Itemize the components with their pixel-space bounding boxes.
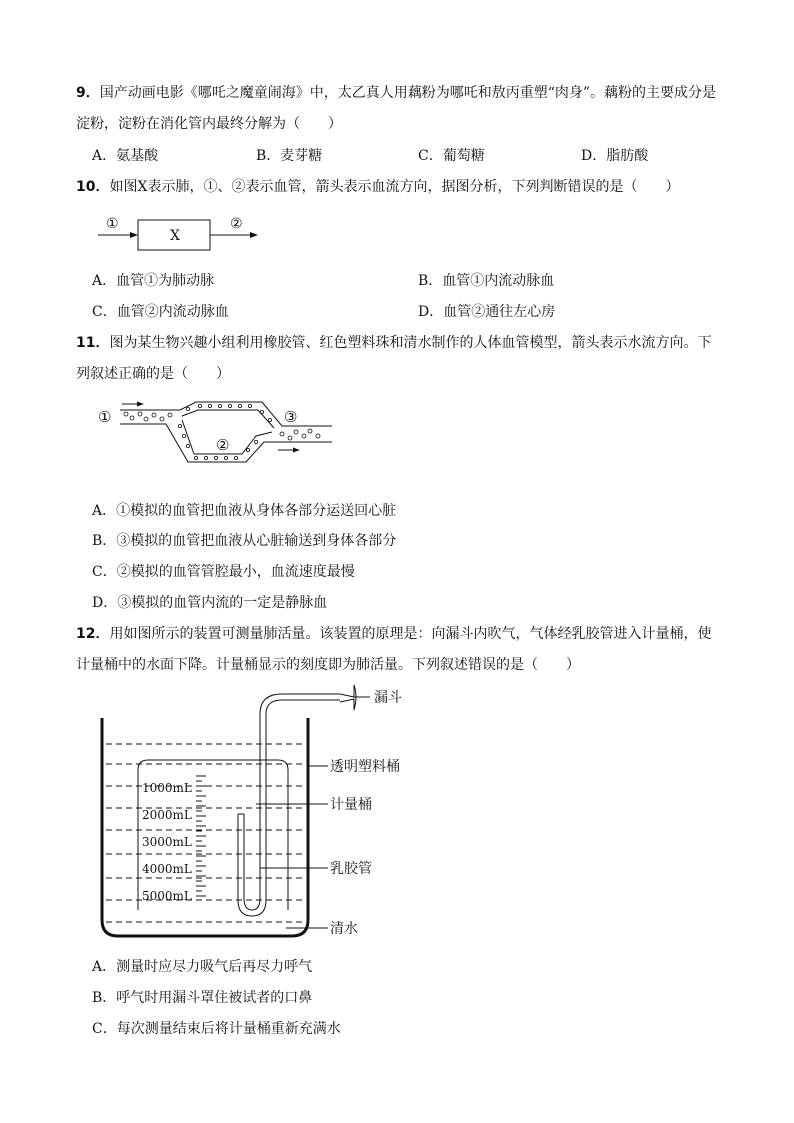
q9-option-b[interactable]: B．麦芽糖 bbox=[256, 148, 323, 164]
q12-option-b[interactable]: B．呼气时用漏斗罩住被试者的口鼻 bbox=[92, 990, 313, 1006]
q12-plastic-bucket bbox=[102, 718, 308, 936]
q12-figure bbox=[96, 684, 416, 944]
q10-option-a[interactable]: A．血管①为肺动脉 bbox=[92, 273, 215, 289]
q12-label-water: 清水 bbox=[330, 921, 358, 937]
q11-label-3: ③ bbox=[284, 408, 298, 426]
q10-arrowhead-out bbox=[250, 232, 258, 238]
q10-arrowhead-in bbox=[130, 232, 138, 238]
q9-option-a[interactable]: A．氨基酸 bbox=[92, 148, 159, 164]
q12-water-lines bbox=[106, 744, 304, 922]
q11-figure bbox=[96, 398, 336, 478]
q10-figure bbox=[92, 212, 272, 252]
q12-scale-4000: 4000mL bbox=[142, 862, 192, 876]
q9-option-c[interactable]: C．葡萄糖 bbox=[418, 148, 485, 164]
q12-label-bucket: 透明塑料桶 bbox=[330, 759, 400, 775]
q12-line2: 计量桶中的水面下降。计量桶显示的刻度即为肺活量。下列叙述错误的是（ ） bbox=[76, 657, 580, 673]
q11-option-d[interactable]: D．③模拟的血管内流的一定是静脉血 bbox=[92, 595, 328, 611]
q10-line1 bbox=[76, 176, 679, 196]
q11-tube-outer bbox=[120, 402, 332, 426]
q12-option-c[interactable]: C．每次测量结束后将计量桶重新充满水 bbox=[92, 1021, 341, 1037]
q11-line2: 列叙述正确的是（ ） bbox=[76, 366, 230, 382]
q12-label-cylinder: 计量桶 bbox=[330, 797, 372, 813]
q10-number: 10． bbox=[76, 179, 110, 195]
q12-stem: 用如图所示的装置可测量肺活量。该装置的原理是：向漏斗内吹气，气体经乳胶管进入计量桶，使 bbox=[109, 626, 712, 642]
q9-option-d[interactable]: D．脂肪酸 bbox=[581, 148, 649, 164]
q10-box-label: X bbox=[170, 228, 180, 244]
q10-label-2: ② bbox=[230, 216, 243, 232]
q10-label-1: ① bbox=[106, 216, 119, 232]
q12-line1 bbox=[76, 623, 711, 643]
q12-label-funnel: 漏斗 bbox=[374, 690, 402, 706]
q9-stem: 国产动画电影《哪吒之魔童闹海》中，太乙真人用藕粉为哪吒和敖丙重塑“肉身”。藕粉的主要成分是 bbox=[99, 85, 717, 101]
q12-funnel bbox=[340, 685, 356, 710]
q12-number: 12． bbox=[76, 626, 110, 642]
q11-option-c[interactable]: C．②模拟的血管管腔最小，血流速度最慢 bbox=[92, 564, 355, 580]
q11-label-2: ② bbox=[216, 436, 230, 454]
q10-option-d[interactable]: D．血管②通往左心房 bbox=[418, 304, 556, 320]
q11-label-1: ① bbox=[98, 408, 112, 426]
q10-stem: 如图X表示肺，①、②表示血管，箭头表示血流方向，据图分析，下列判断错误的是（ ） bbox=[109, 179, 680, 195]
q9-line2: 淀粉，淀粉在消化管内最终分解为（ ） bbox=[76, 116, 342, 132]
q9-number: 9． bbox=[76, 85, 100, 101]
q12-scale-2000: 2000mL bbox=[142, 808, 192, 822]
q11-line1 bbox=[76, 332, 711, 352]
q11-stem: 图为某生物兴趣小组利用橡胶管、红色塑料珠和清水制作的人体血管模型，箭头表示水流方向。下 bbox=[109, 335, 712, 351]
q11-option-a[interactable]: A．①模拟的血管把血液从身体各部分运送回心脏 bbox=[92, 503, 397, 519]
q9-line1 bbox=[76, 82, 716, 102]
q12-label-tube: 乳胶管 bbox=[330, 861, 372, 877]
q10-option-c[interactable]: C．血管②内流动脉血 bbox=[92, 304, 229, 320]
q12-scale-5000: 5000mL bbox=[142, 889, 192, 903]
q11-number: 11． bbox=[76, 335, 110, 351]
q10-option-b[interactable]: B．血管①内流动脉血 bbox=[418, 273, 555, 289]
q11-option-b[interactable]: B．③模拟的血管把血液从心脏输送到身体各部分 bbox=[92, 533, 397, 549]
q12-scale-1000: 1000mL bbox=[142, 781, 192, 795]
q12-scale-3000: 3000mL bbox=[142, 835, 192, 849]
q12-option-a[interactable]: A．测量时应尽力吸气后再尽力呼气 bbox=[92, 959, 313, 975]
